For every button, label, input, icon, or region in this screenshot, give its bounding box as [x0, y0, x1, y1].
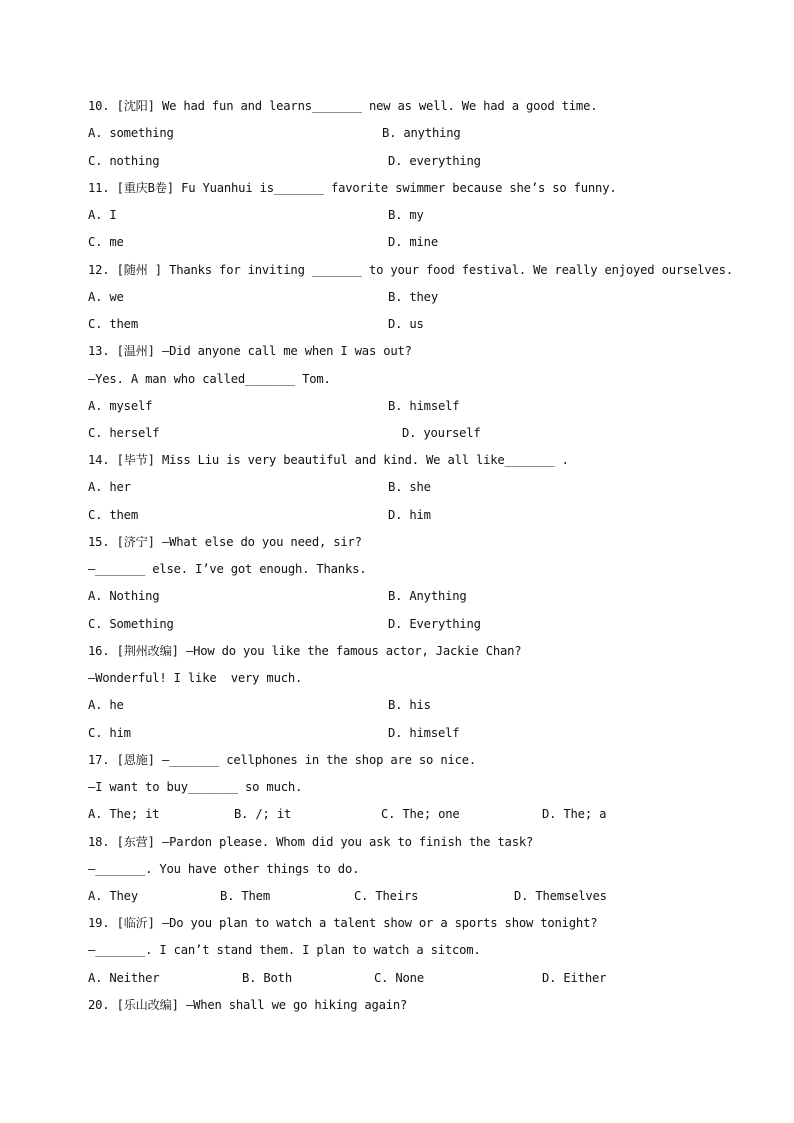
option-c: C. them [88, 508, 138, 522]
question-source: [济宁] [116, 535, 155, 549]
option-c: C. None [374, 971, 424, 985]
option-b: B. Anything [388, 589, 467, 603]
question-stem: Thanks for inviting _______ to your food festival. We really enjoyed ourselves. [169, 263, 733, 277]
question-number: 18. [88, 835, 110, 849]
option-b: B. himself [388, 399, 460, 413]
option-d: D. mine [388, 235, 438, 249]
question-20 [88, 997, 407, 1013]
option-b: B. /; it [234, 807, 292, 821]
option-d: D. yourself [402, 426, 481, 440]
question-source: [沈阳] [116, 99, 155, 113]
option-d: D. him [388, 508, 431, 522]
question-stem: Miss Liu is very beautiful and kind. We all like_______ . [161, 453, 569, 467]
question-number: 12. [88, 263, 110, 277]
question-19 [88, 915, 597, 931]
question-source: [温州] [116, 344, 155, 358]
option-c: C. herself [88, 426, 160, 440]
question-stem-continued: —_______. I can’t stand them. I plan to watch a sitcom. [88, 943, 481, 957]
question-source: [随州 ] [116, 263, 162, 277]
option-a: A. The; it [88, 807, 160, 821]
question-number: 16. [88, 644, 110, 658]
question-stem: —Pardon please. Whom did you ask to finish the task? [161, 835, 534, 849]
option-d: D. Either [542, 971, 607, 985]
question-stem: We had fun and learns_______ new as well. We had a good time. [161, 99, 598, 113]
option-b: B. his [388, 698, 431, 712]
option-a: A. we [88, 290, 124, 304]
question-source: [毕节] [116, 453, 155, 467]
option-a: A. he [88, 698, 124, 712]
option-b: B. Both [242, 971, 292, 985]
option-b: B. Them [220, 889, 270, 903]
option-c: C. me [88, 235, 124, 249]
option-c: C. Theirs [354, 889, 419, 903]
question-stem-continued: —Yes. A man who called_______ Tom. [88, 372, 331, 386]
question-stem-continued: —Wonderful! I like very much. [88, 671, 303, 685]
question-source: [东营] [116, 835, 155, 849]
question-11 [88, 180, 616, 196]
option-d: D. Everything [388, 617, 481, 631]
option-d: D. everything [388, 154, 481, 168]
question-12 [88, 262, 733, 278]
question-stem: Fu Yuanhui is_______ favorite swimmer because she’s so funny. [181, 181, 617, 195]
option-b: B. anything [382, 126, 461, 140]
option-d: D. himself [388, 726, 460, 740]
option-a: A. They [88, 889, 138, 903]
question-18 [88, 834, 533, 850]
question-number: 15. [88, 535, 110, 549]
question-stem-continued: —I want to buy_______ so much. [88, 780, 303, 794]
option-d: D. The; a [542, 807, 607, 821]
question-stem-continued: —_______. You have other things to do. [88, 862, 360, 876]
option-c: C. Something [88, 617, 174, 631]
option-a: A. something [88, 126, 174, 140]
question-14 [88, 452, 569, 468]
question-13 [88, 343, 412, 359]
question-number: 14. [88, 453, 110, 467]
question-17 [88, 752, 476, 768]
question-stem: —How do you like the famous actor, Jackie Chan? [185, 644, 522, 658]
question-15 [88, 534, 362, 550]
question-stem-continued: —_______ else. I’ve got enough. Thanks. [88, 562, 367, 576]
option-c: C. him [88, 726, 131, 740]
question-16 [88, 643, 521, 659]
question-stem: —_______ cellphones in the shop are so nice. [161, 753, 477, 767]
option-d: D. us [388, 317, 424, 331]
question-source: [乐山改编] [116, 998, 179, 1012]
question-stem: —Did anyone call me when I was out? [161, 344, 412, 358]
question-source: [重庆B卷] [116, 181, 174, 195]
option-a: A. myself [88, 399, 153, 413]
question-number: 13. [88, 344, 110, 358]
question-number: 11. [88, 181, 110, 195]
question-number: 10. [88, 99, 110, 113]
question-source: [荆州改编] [116, 644, 179, 658]
question-number: 17. [88, 753, 110, 767]
option-b: B. they [388, 290, 438, 304]
question-source: [临沂] [116, 916, 155, 930]
option-a: A. Neither [88, 971, 160, 985]
option-c: C. them [88, 317, 138, 331]
option-c: C. nothing [88, 154, 160, 168]
question-number: 19. [88, 916, 110, 930]
question-10 [88, 98, 597, 114]
option-d: D. Themselves [514, 889, 607, 903]
option-b: B. she [388, 480, 431, 494]
question-stem: —When shall we go hiking again? [185, 998, 408, 1012]
question-stem: —Do you plan to watch a talent show or a sports show tonight? [161, 916, 598, 930]
option-a: A. I [88, 208, 117, 222]
option-c: C. The; one [381, 807, 460, 821]
question-stem: —What else do you need, sir? [161, 535, 362, 549]
option-a: A. Nothing [88, 589, 160, 603]
option-a: A. her [88, 480, 131, 494]
option-b: B. my [388, 208, 424, 222]
question-number: 20. [88, 998, 110, 1012]
question-source: [恩施] [116, 753, 155, 767]
